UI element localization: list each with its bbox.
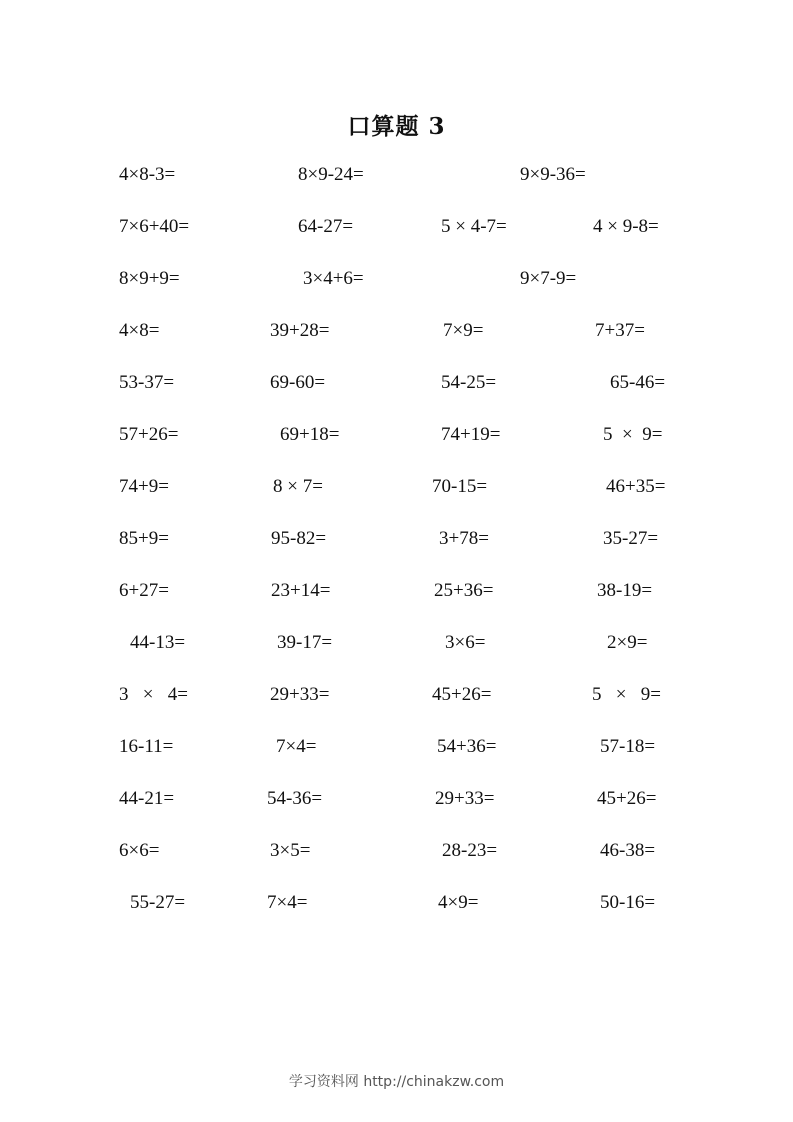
arithmetic-problem: 3 × 4= xyxy=(119,684,188,705)
arithmetic-problem: 4 × 9-8= xyxy=(593,216,659,237)
arithmetic-problem: 7×9= xyxy=(443,320,484,341)
arithmetic-problem: 8 × 7= xyxy=(273,476,323,497)
arithmetic-problem: 50-16= xyxy=(600,892,656,913)
arithmetic-problem: 3+78= xyxy=(439,528,489,549)
arithmetic-problem: 28-23= xyxy=(442,840,498,861)
arithmetic-problem: 35-27= xyxy=(603,528,659,549)
arithmetic-problem: 57-18= xyxy=(600,736,656,757)
arithmetic-problem: 69+18= xyxy=(280,424,340,445)
arithmetic-problem: 16-11= xyxy=(119,736,174,757)
arithmetic-problem: 39-17= xyxy=(277,632,333,653)
arithmetic-problem: 7×4= xyxy=(267,892,308,913)
arithmetic-problem: 45+26= xyxy=(597,788,657,809)
arithmetic-problem: 3×5= xyxy=(270,840,311,861)
arithmetic-problem: 54+36= xyxy=(437,736,497,757)
arithmetic-problem: 5 × 9= xyxy=(603,424,663,445)
arithmetic-problem: 6+27= xyxy=(119,580,169,601)
arithmetic-problem: 46+35= xyxy=(606,476,666,497)
arithmetic-problem: 39+28= xyxy=(270,320,330,341)
arithmetic-problem: 5 × 9= xyxy=(592,684,661,705)
arithmetic-problem: 38-19= xyxy=(597,580,653,601)
arithmetic-problem: 6×6= xyxy=(119,840,160,861)
arithmetic-problem: 46-38= xyxy=(600,840,656,861)
arithmetic-problem: 7+37= xyxy=(595,320,645,341)
arithmetic-problem: 25+36= xyxy=(434,580,494,601)
arithmetic-problem: 57+26= xyxy=(119,424,179,445)
arithmetic-problem: 53-37= xyxy=(119,372,175,393)
arithmetic-problem: 7×6+40= xyxy=(119,216,190,237)
arithmetic-problem: 4×8= xyxy=(119,320,160,341)
arithmetic-problem: 95-82= xyxy=(271,528,327,549)
arithmetic-problem: 45+26= xyxy=(432,684,492,705)
arithmetic-problem: 54-36= xyxy=(267,788,323,809)
arithmetic-problem: 29+33= xyxy=(270,684,330,705)
arithmetic-problem: 4×8-3= xyxy=(119,164,176,185)
arithmetic-problem: 55-27= xyxy=(130,892,186,913)
arithmetic-problem: 85+9= xyxy=(119,528,169,549)
arithmetic-problem: 54-25= xyxy=(441,372,497,393)
arithmetic-problem: 64-27= xyxy=(298,216,354,237)
arithmetic-problem: 5 × 4-7= xyxy=(441,216,507,237)
arithmetic-problem: 3×4+6= xyxy=(303,268,364,289)
arithmetic-problem: 9×7-9= xyxy=(520,268,577,289)
arithmetic-problem: 8×9+9= xyxy=(119,268,180,289)
arithmetic-problem: 3×6= xyxy=(445,632,486,653)
footer-watermark: 学习资料网 http://chinakzw.com xyxy=(288,1074,505,1090)
arithmetic-problem: 69-60= xyxy=(270,372,326,393)
arithmetic-problem: 74+19= xyxy=(441,424,501,445)
arithmetic-problem: 2×9= xyxy=(607,632,648,653)
arithmetic-problem: 9×9-36= xyxy=(520,164,586,185)
arithmetic-problem: 23+14= xyxy=(271,580,331,601)
arithmetic-problem: 74+9= xyxy=(119,476,169,497)
arithmetic-problem: 65-46= xyxy=(610,372,666,393)
arithmetic-problem: 44-21= xyxy=(119,788,175,809)
arithmetic-problem: 7×4= xyxy=(276,736,317,757)
arithmetic-problem: 4×9= xyxy=(438,892,479,913)
arithmetic-problem: 8×9-24= xyxy=(298,164,364,185)
page-title: 口算题 3 xyxy=(347,113,446,140)
arithmetic-problem: 44-13= xyxy=(130,632,186,653)
arithmetic-problem: 70-15= xyxy=(432,476,488,497)
arithmetic-problem: 29+33= xyxy=(435,788,495,809)
